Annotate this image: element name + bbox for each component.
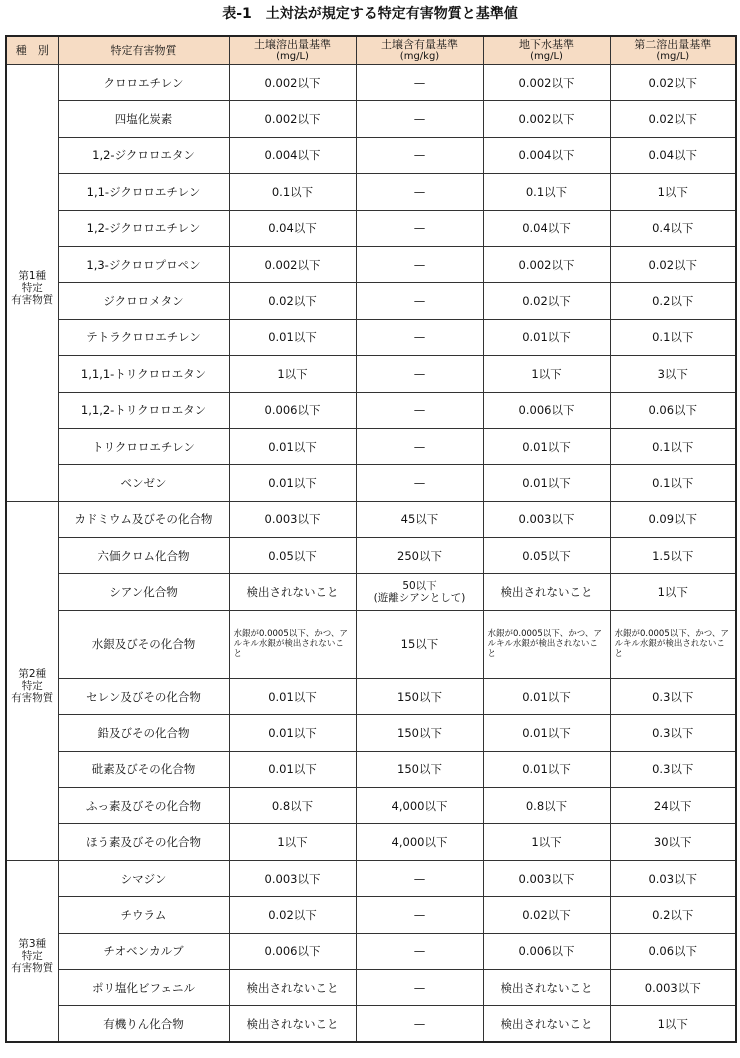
substance-cell: チウラム: [58, 897, 229, 933]
table-title: 表-1 土対法が規定する特定有害物質と基準値: [222, 6, 518, 22]
substance-cell: クロロエチレン: [58, 65, 229, 101]
groundwater-cell: 0.01以下: [483, 678, 610, 714]
elution-cell: 水銀が0.0005以下、かつ、アルキル水銀が検出されないこと: [229, 610, 356, 678]
header-elution-unit: (mg/L): [276, 50, 309, 62]
table-row: [6, 501, 736, 537]
table-row: [6, 678, 736, 714]
groundwater-cell: 0.04以下: [483, 210, 610, 246]
table-row: [6, 319, 736, 355]
groundwater-cell: 検出されないこと: [483, 1006, 610, 1042]
header-groundwater: [483, 36, 610, 65]
groundwater-cell: 0.02以下: [483, 283, 610, 319]
content-cell: —: [356, 356, 483, 392]
second-elution-cell: 0.1以下: [610, 465, 736, 501]
substance-cell: 四塩化炭素: [58, 101, 229, 137]
second-elution-cell: 0.09以下: [610, 501, 736, 537]
header-second-elution: [610, 36, 736, 65]
groundwater-cell: 0.002以下: [483, 246, 610, 282]
substance-cell: 1,2-ジクロロエタン: [58, 137, 229, 173]
elution-cell: 0.01以下: [229, 428, 356, 464]
second-elution-cell: 0.06以下: [610, 392, 736, 428]
header-elution: [229, 36, 356, 65]
header-category: 種 別: [6, 36, 58, 65]
elution-cell: 0.002以下: [229, 246, 356, 282]
content-cell: —: [356, 65, 483, 101]
elution-cell: 0.006以下: [229, 392, 356, 428]
second-elution-cell: 1.5以下: [610, 538, 736, 574]
substance-cell: 水銀及びその化合物: [58, 610, 229, 678]
content-cell: —: [356, 174, 483, 210]
second-elution-cell: 0.3以下: [610, 678, 736, 714]
table-row: [6, 101, 736, 137]
groundwater-cell: 0.1以下: [483, 174, 610, 210]
substance-cell: 六価クロム化合物: [58, 538, 229, 574]
groundwater-cell: 検出されないこと: [483, 969, 610, 1005]
substance-cell: 有機りん化合物: [58, 1006, 229, 1042]
second-elution-cell: 24以下: [610, 788, 736, 824]
table-row: [6, 538, 736, 574]
substance-cell: シアン化合物: [58, 574, 229, 610]
groundwater-cell: 1以下: [483, 356, 610, 392]
elution-cell: 0.02以下: [229, 283, 356, 319]
table-row: [6, 824, 736, 860]
header-content-unit: (mg/kg): [399, 50, 440, 62]
table-row: [6, 933, 736, 969]
content-cell: 45以下: [356, 501, 483, 537]
elution-cell: 0.003以下: [229, 860, 356, 896]
second-elution-cell: 0.3以下: [610, 751, 736, 787]
groundwater-cell: 0.002以下: [483, 65, 610, 101]
table-row: [6, 860, 736, 896]
content-cell: 4,000以下: [356, 824, 483, 860]
second-elution-cell: 0.03以下: [610, 860, 736, 896]
content-cell: —: [356, 283, 483, 319]
table-row: [6, 610, 736, 678]
second-elution-cell: 0.06以下: [610, 933, 736, 969]
elution-cell: 検出されないこと: [229, 1006, 356, 1042]
content-cell: 150以下: [356, 678, 483, 714]
category-cell: 第3種 特定 有害物質: [6, 860, 58, 1042]
substance-cell: 1,3-ジクロロプロペン: [58, 246, 229, 282]
second-elution-cell: 0.1以下: [610, 428, 736, 464]
second-elution-cell: 30以下: [610, 824, 736, 860]
header-elution-label: 土壌溶出量基準: [254, 37, 331, 51]
elution-cell: 0.02以下: [229, 897, 356, 933]
elution-cell: 0.8以下: [229, 788, 356, 824]
substance-cell: 砒素及びその化合物: [58, 751, 229, 787]
elution-cell: 0.05以下: [229, 538, 356, 574]
table-body: [6, 65, 736, 1043]
substance-cell: 1,2-ジクロロエチレン: [58, 210, 229, 246]
content-cell: —: [356, 101, 483, 137]
groundwater-cell: 0.01以下: [483, 751, 610, 787]
elution-cell: 1以下: [229, 824, 356, 860]
content-cell: 4,000以下: [356, 788, 483, 824]
content-cell: 150以下: [356, 751, 483, 787]
content-cell: —: [356, 137, 483, 173]
content-cell: 250以下: [356, 538, 483, 574]
content-cell: 15以下: [356, 610, 483, 678]
table-row: [6, 283, 736, 319]
groundwater-cell: 0.05以下: [483, 538, 610, 574]
substance-cell: チオベンカルブ: [58, 933, 229, 969]
table-row: [6, 897, 736, 933]
groundwater-cell: 0.004以下: [483, 137, 610, 173]
elution-cell: 0.002以下: [229, 101, 356, 137]
groundwater-cell: 0.003以下: [483, 501, 610, 537]
second-elution-cell: 1以下: [610, 574, 736, 610]
elution-cell: 0.01以下: [229, 465, 356, 501]
substance-cell: トリクロロエチレン: [58, 428, 229, 464]
groundwater-cell: 0.01以下: [483, 428, 610, 464]
substance-cell: 鉛及びその化合物: [58, 715, 229, 751]
elution-cell: 0.1以下: [229, 174, 356, 210]
table-row: [6, 788, 736, 824]
standards-table: [5, 35, 737, 1043]
second-elution-cell: 0.02以下: [610, 101, 736, 137]
header-substance: 特定有害物質: [58, 36, 229, 65]
content-cell: —: [356, 319, 483, 355]
table-row: [6, 969, 736, 1005]
content-cell: 50以下 (遊離シアンとして): [356, 574, 483, 610]
table-row: [6, 392, 736, 428]
table-row: [6, 137, 736, 173]
substance-cell: シマジン: [58, 860, 229, 896]
elution-cell: 0.003以下: [229, 501, 356, 537]
elution-cell: 0.04以下: [229, 210, 356, 246]
content-cell: —: [356, 392, 483, 428]
elution-cell: 0.01以下: [229, 715, 356, 751]
elution-cell: 検出されないこと: [229, 574, 356, 610]
category-cell: 第1種 特定 有害物質: [6, 65, 58, 502]
content-cell: —: [356, 465, 483, 501]
table-row: [6, 574, 736, 610]
content-cell: —: [356, 428, 483, 464]
substance-cell: テトラクロロエチレン: [58, 319, 229, 355]
header-second-elution-label: 第二溶出量基準: [634, 37, 712, 51]
substance-cell: ポリ塩化ビフェニル: [58, 969, 229, 1005]
header-groundwater-unit: (mg/L): [530, 50, 563, 62]
table-row: [6, 715, 736, 751]
header-content-label: 土壌含有量基準: [381, 37, 458, 51]
substance-cell: カドミウム及びその化合物: [58, 501, 229, 537]
second-elution-cell: 0.2以下: [610, 897, 736, 933]
second-elution-cell: 0.02以下: [610, 65, 736, 101]
table-row: [6, 356, 736, 392]
second-elution-cell: 0.04以下: [610, 137, 736, 173]
groundwater-cell: 0.8以下: [483, 788, 610, 824]
table-row: [6, 174, 736, 210]
groundwater-cell: 1以下: [483, 824, 610, 860]
groundwater-cell: 0.01以下: [483, 715, 610, 751]
second-elution-cell: 0.02以下: [610, 246, 736, 282]
elution-cell: 0.01以下: [229, 319, 356, 355]
content-cell: —: [356, 860, 483, 896]
table-row: [6, 465, 736, 501]
groundwater-cell: 0.01以下: [483, 319, 610, 355]
category-cell: 第2種 特定 有害物質: [6, 501, 58, 860]
elution-cell: 0.002以下: [229, 65, 356, 101]
header-second-elution-unit: (mg/L): [656, 50, 690, 62]
elution-cell: 0.004以下: [229, 137, 356, 173]
table-row: [6, 1006, 736, 1042]
content-cell: —: [356, 1006, 483, 1042]
groundwater-cell: 0.003以下: [483, 860, 610, 896]
elution-cell: 検出されないこと: [229, 969, 356, 1005]
table-row: [6, 210, 736, 246]
content-cell: 150以下: [356, 715, 483, 751]
content-cell: —: [356, 897, 483, 933]
substance-cell: 1,1,2-トリクロロエタン: [58, 392, 229, 428]
content-cell: —: [356, 210, 483, 246]
table-row: [6, 751, 736, 787]
second-elution-cell: 1以下: [610, 174, 736, 210]
substance-cell: ベンゼン: [58, 465, 229, 501]
elution-cell: 0.01以下: [229, 678, 356, 714]
groundwater-cell: 0.01以下: [483, 465, 610, 501]
table-row: [6, 65, 736, 101]
elution-cell: 0.006以下: [229, 933, 356, 969]
second-elution-cell: 0.4以下: [610, 210, 736, 246]
second-elution-cell: 0.1以下: [610, 319, 736, 355]
second-elution-cell: 0.2以下: [610, 283, 736, 319]
groundwater-cell: 検出されないこと: [483, 574, 610, 610]
groundwater-cell: 0.006以下: [483, 933, 610, 969]
second-elution-cell: 0.003以下: [610, 969, 736, 1005]
content-cell: —: [356, 969, 483, 1005]
second-elution-cell: 3以下: [610, 356, 736, 392]
second-elution-cell: 0.3以下: [610, 715, 736, 751]
header-groundwater-label: 地下水基準: [519, 37, 574, 51]
groundwater-cell: 水銀が0.0005以下、かつ、アルキル水銀が検出されないこと: [483, 610, 610, 678]
groundwater-cell: 0.006以下: [483, 392, 610, 428]
header-content: [356, 36, 483, 65]
substance-cell: ふっ素及びその化合物: [58, 788, 229, 824]
content-cell: —: [356, 933, 483, 969]
elution-cell: 0.01以下: [229, 751, 356, 787]
substance-cell: ほう素及びその化合物: [58, 824, 229, 860]
header-row: [6, 36, 736, 65]
substance-cell: 1,1,1-トリクロロエタン: [58, 356, 229, 392]
table-row: [6, 428, 736, 464]
content-cell: —: [356, 246, 483, 282]
groundwater-cell: 0.002以下: [483, 101, 610, 137]
substance-cell: セレン及びその化合物: [58, 678, 229, 714]
elution-cell: 1以下: [229, 356, 356, 392]
substance-cell: 1,1-ジクロロエチレン: [58, 174, 229, 210]
groundwater-cell: 0.02以下: [483, 897, 610, 933]
substance-cell: ジクロロメタン: [58, 283, 229, 319]
second-elution-cell: 1以下: [610, 1006, 736, 1042]
second-elution-cell: 水銀が0.0005以下、かつ、アルキル水銀が検出されないこと: [610, 610, 736, 678]
table-row: [6, 246, 736, 282]
